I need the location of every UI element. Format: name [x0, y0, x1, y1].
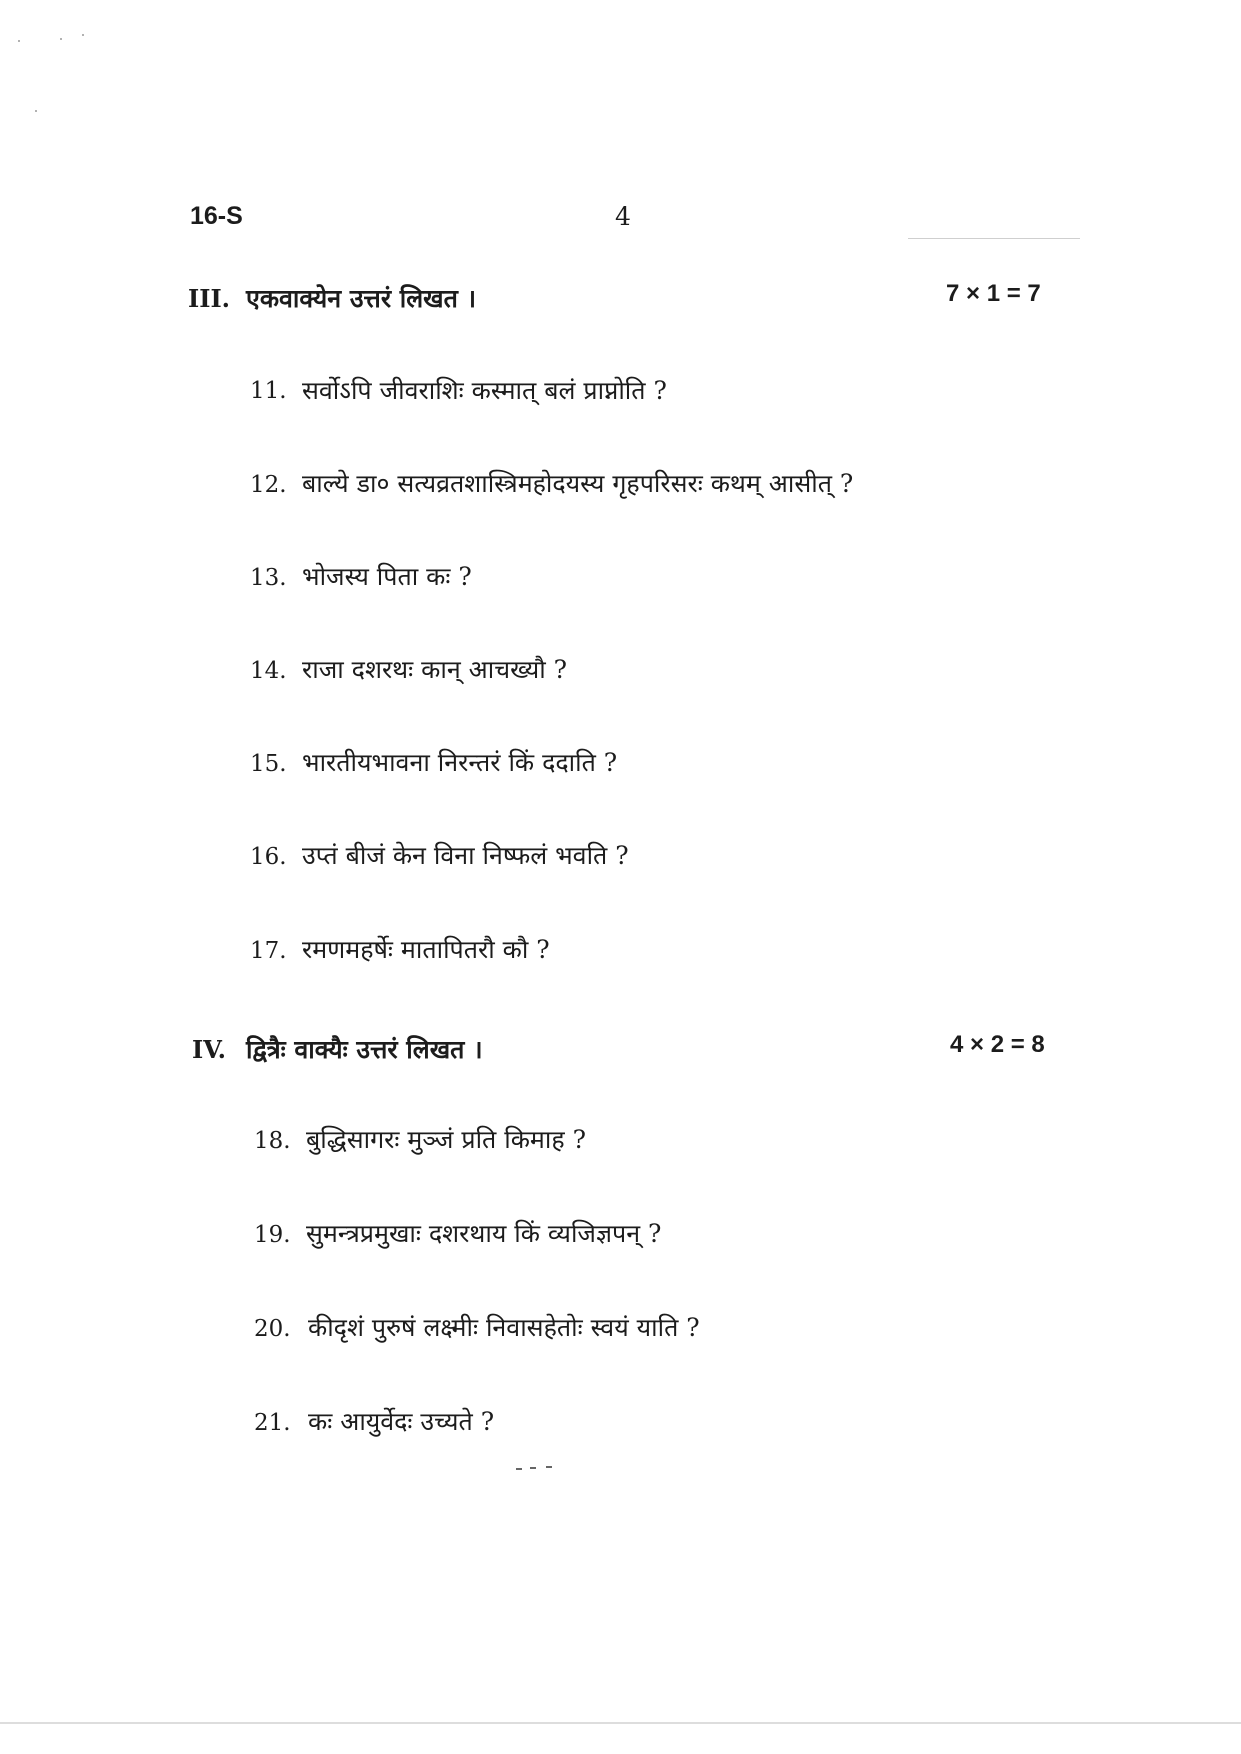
question-text: बाल्ये डा० सत्यव्रतशास्त्रिमहोदयस्य गृहपरिसरः कथम् आसीत् ? — [302, 469, 854, 498]
scan-speck — [35, 110, 37, 112]
question-number: 11. — [250, 378, 287, 404]
section-title: द्वित्रैः वाक्यैः उत्तरं लिखत । — [246, 1035, 483, 1064]
question-number: 18. — [254, 1128, 291, 1154]
question-number: 15. — [250, 751, 287, 777]
question-number: 20. — [254, 1316, 291, 1342]
section-marks: 7 × 1 = 7 — [946, 280, 1041, 307]
dash-mark — [516, 1468, 522, 1470]
question-text: भारतीयभावना निरन्तरं किं ददाति ? — [302, 748, 618, 777]
question-number: 14. — [250, 658, 287, 684]
question-text: भोजस्य पिता कः ? — [302, 562, 472, 591]
section-number: III. — [188, 284, 231, 313]
dash-mark — [530, 1467, 536, 1469]
section-marks: 4 × 2 = 8 — [950, 1031, 1045, 1058]
scan-speck — [18, 40, 20, 42]
scan-speck — [60, 38, 62, 40]
question-number: 17. — [250, 938, 287, 964]
question-number: 19. — [254, 1222, 291, 1248]
question-number: 12. — [250, 472, 287, 498]
question-number: 16. — [250, 844, 287, 870]
page-number: 4 — [615, 202, 631, 231]
question-text: बुद्धिसागरः मुञ्जं प्रति किमाह ? — [306, 1125, 586, 1154]
paper-code: 16-S — [190, 202, 243, 230]
question-number: 21. — [254, 1410, 291, 1436]
scan-bottom-edge — [0, 1722, 1241, 1724]
scan-speck — [82, 34, 84, 36]
question-text: सुमन्त्रप्रमुखाः दशरथाय किं व्यजिज्ञपन् ? — [306, 1219, 662, 1248]
question-number: 13. — [250, 565, 287, 591]
scan-line — [908, 238, 1080, 239]
question-text: कीदृशं पुरुषं लक्ष्मीः निवासहेतोः स्वयं याति ? — [308, 1313, 700, 1342]
dash-mark — [546, 1466, 552, 1468]
question-text: रमणमहर्षेः मातापितरौ कौ ? — [302, 935, 550, 964]
question-text: उप्तं बीजं केन विना निष्फलं भवति ? — [302, 841, 629, 870]
question-text: सर्वोऽपि जीवराशिः कस्मात् बलं प्राप्नोति ? — [302, 376, 667, 405]
section-title: एकवाक्येन उत्तरं लिखत । — [246, 284, 477, 313]
section-number: IV. — [192, 1035, 227, 1064]
question-text: कः आयुर्वेदः उच्यते ? — [308, 1407, 495, 1436]
question-text: राजा दशरथः कान् आचख्यौ ? — [302, 655, 568, 684]
